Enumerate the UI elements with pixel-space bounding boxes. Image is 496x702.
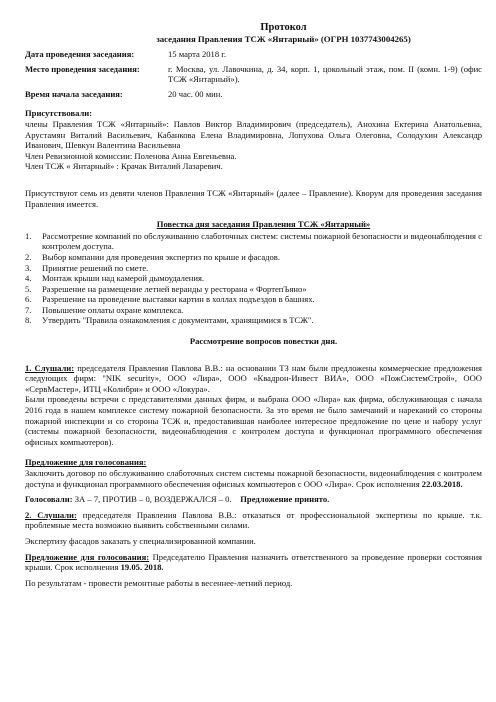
section2-facade: Экспертизу фасадов заказать у специализированной компании.: [25, 535, 256, 546]
attendees-members: члены Правления ТСЖ «Янтарный»: Павлов Виктор Владимирович (председатель), Анохина Ектерина Анатольевна, Арустамян Виталий Васильевич, Кабанкова Елена Владимировна, Лопухова Ольга Олеговна, Солодухин Александр Иванович, Шевкун Валентина Васильевна: [25, 118, 482, 151]
agenda-item-number: 3.: [25, 262, 32, 273]
section1-proposal-date: 22.03.2018.: [421, 478, 463, 489]
meeting-place-row: [25, 64, 482, 85]
agenda-item-text: Утвердить "Правила ознакомления с документами, хранящимися в ТСЖ".: [42, 315, 314, 326]
section1-proposal: [25, 468, 482, 489]
section1-vote-label: Голосовали:: [25, 494, 73, 505]
meeting-date-value: 15 марта 2018 г.: [168, 49, 226, 59]
agenda-item-number: 6.: [25, 294, 32, 305]
agenda-item: [25, 315, 482, 326]
attendees-audit: Член Ревизионной комиссии: Поленова Анна Евгеньевна.: [25, 150, 237, 161]
attendees-member: Член ТСЖ « Янтарный» : Крачак Виталий Лазаревич.: [25, 161, 223, 172]
document-subtitle: заседания Правления ТСЖ «Янтарный» (ОГРН 1037743004265): [156, 34, 411, 44]
agenda-item-text: Монтаж крыши над камерой дымоудаления.: [42, 273, 205, 284]
agenda-item-text: Разрешение на проведение выставки картин в холлах подъездов в башнях.: [42, 294, 315, 305]
section1-heard-label: 1. Слушали:: [25, 362, 75, 373]
agenda-item: [25, 294, 482, 305]
section1-heard-text: председателя Правления Павлова В.В.: на основании ТЗ нам были предложены коммерческие предложения следующих фирм: "NIK security», ООО «Лира», ООО «Квадрон-Инвест ВИА», ООО «ПожСистемСтрой», ООО «СервМастер», ИТЦ «Колибри» и ООО «Локура».: [25, 362, 482, 394]
meeting-date-label: Дата проведения заседания:: [25, 49, 135, 59]
quorum-statement: Присутствуют семь из девяти членов Правления ТСЖ «Янтарный» (далее – Правление). Кворум для проведения заседания Правления имеется.: [25, 187, 482, 209]
section1-heard: [25, 363, 482, 395]
agenda-item-text: Принятие решений по смете.: [42, 262, 149, 273]
meeting-time-value: 20 час. 00 мин.: [168, 88, 223, 99]
section2-result: По результатам - провести ремонтные работы в весеннее-летний период.: [25, 577, 293, 588]
agenda-list: [25, 231, 482, 326]
section1-vote: [25, 494, 482, 505]
agenda-item-text: Повышение оплаты охране комплекса.: [42, 304, 184, 315]
agenda-item: [25, 284, 482, 295]
agenda-item: [25, 231, 482, 252]
agenda-item-number: 5.: [25, 283, 32, 294]
agenda-item-number: 2.: [25, 251, 32, 262]
section2-proposal-date: 19.05. 2018.: [120, 562, 164, 573]
agenda-item: [25, 252, 482, 263]
agenda-item-number: 8.: [25, 315, 32, 326]
agenda-heading: Повестка дня заседания Правления ТСЖ «Янтарный»: [156, 219, 371, 230]
section1-proposal-heading: Предложение для голосования:: [25, 457, 147, 468]
section1-vote-text: ЗА – 7, ПРОТИВ – 0, ВОЗДЕРЖАЛСЯ – 0.: [72, 494, 232, 505]
agenda-item-number: 1.: [25, 230, 32, 241]
document-title: Протокол: [260, 22, 307, 33]
section2-heard-label: 2. Слушали:: [25, 509, 77, 520]
section2-proposal-text: Председателю Правления назначить ответственного за проведение проверки состояния крыши. Срок исполнения: [25, 551, 482, 573]
agenda-item: [25, 273, 482, 284]
agenda-item-text: Рассмотрение компаний по обслуживанию слаботочных систем: системы пожарной безопасности и видеонаблюдения с контролем доступа.: [42, 230, 482, 252]
section2-heard-text: председателя Правления Павлова В.В.: отказаться от профессиональной экспертизы по крыше. т.к. проблемные места возможно выявить собственными силами.: [25, 509, 482, 531]
meeting-place-label: Место проведения заседания:: [25, 63, 140, 74]
agenda-item-text: Разрешение на размещение летней веранды у ресторана « ФортепЪяно»: [42, 283, 307, 294]
meeting-date-row: [25, 49, 482, 60]
section1-decision: Предложение принято.: [240, 494, 330, 505]
agenda-item-text: Выбор компании для проведения экспертиз по крыше и фасадов.: [42, 251, 281, 262]
section2-heard: [25, 510, 482, 531]
section1-details: Были проведены встречи с представителями данных фирм, и выбрана ООО «Лира» как фирма, обслуживающая с начала 2016 года в нашем комплексе систему пожарной безопасности. За это время не было замечаний и нареканий со стороны пожарной инспекции и со стороны ТСЖ и, предоставившая наиболее интересное предложение по цене и набору услуг (системы пожарной безопасности, видеонаблюдения с контролем доступа и функционал программного обеспечения офисных компьютеров).: [25, 394, 482, 447]
review-heading: Рассмотрение вопросов повестки дня.: [189, 336, 338, 347]
agenda-item: [25, 305, 482, 316]
attendees-heading: Присутствовали:: [25, 108, 93, 119]
section1-proposal-text: Заключить договор по обслуживанию слаботочных систем системы пожарной безопасности, видеонаблюдения с контролем доступа и функционал программного обеспечения офисных компьютеров с ООО «Лира». Срок исполнения: [25, 468, 482, 489]
agenda-item: [25, 263, 482, 274]
agenda-item-number: 4.: [25, 273, 32, 284]
meeting-time-label: Время начала заседания:: [25, 88, 123, 99]
agenda-item-number: 7.: [25, 304, 32, 315]
section2-proposal: [25, 552, 482, 573]
meeting-place-value: г. Москва, ул. Лавочкина, д. 34, корп. 1, цокольный этаж, пом. II (комн. 1-9) (офис ТСЖ «Янтарный»).: [168, 63, 482, 85]
meeting-time-row: [25, 89, 482, 100]
section2-proposal-heading: Предложение для голосования:: [25, 551, 150, 562]
